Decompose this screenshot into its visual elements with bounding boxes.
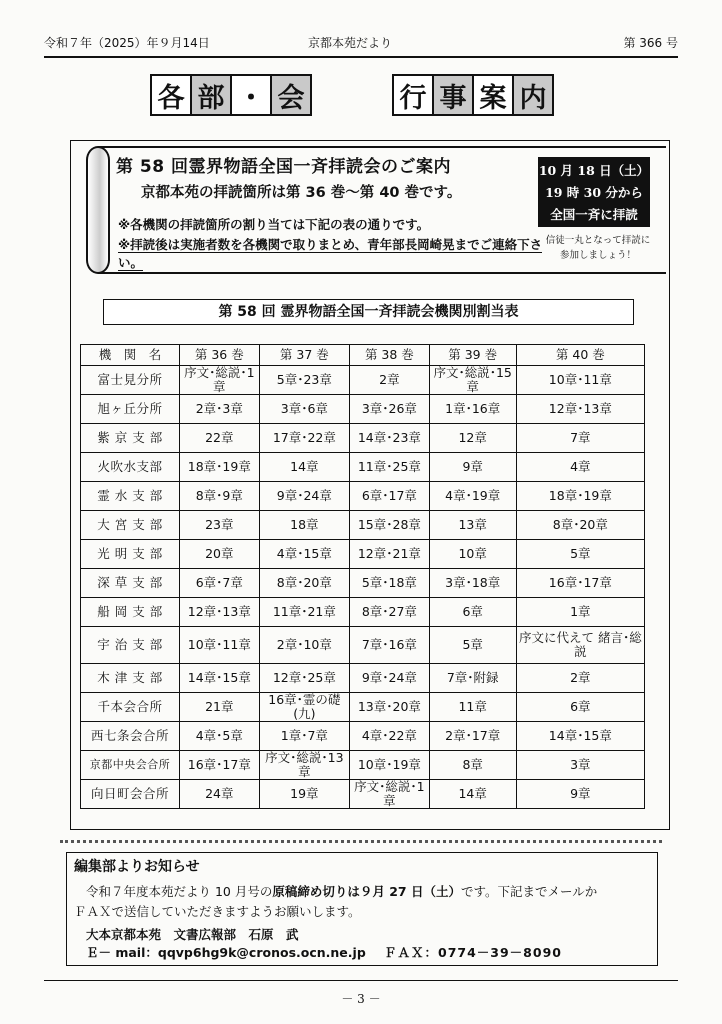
column-header: 第 38 巻	[350, 345, 430, 366]
dotted-divider	[60, 840, 662, 843]
allocation-cell: 5章･18章	[350, 569, 430, 598]
allocation-cell: 1章･7章	[259, 722, 350, 751]
allocation-cell: 3章･18章	[429, 569, 516, 598]
event-date-box	[538, 157, 650, 227]
allocation-cell: 18章･19章	[180, 453, 260, 482]
section-tile: 部	[190, 74, 232, 116]
table-row	[81, 751, 645, 780]
allocation-cell: 15章･28章	[350, 511, 430, 540]
allocation-cell: 12章	[429, 424, 516, 453]
section-title-left	[150, 74, 310, 116]
allocation-cell: 10章･19章	[350, 751, 430, 780]
allocation-cell: 序文･総説･1章	[180, 366, 260, 395]
issue-date: 令和７年（2025）年９月14日	[44, 36, 210, 50]
column-header: 第 39 巻	[429, 345, 516, 366]
allocation-cell: 9章	[516, 780, 644, 809]
column-header: 機 関 名	[81, 345, 180, 366]
publication-name: 京都本苑だより	[308, 36, 393, 50]
organization-name-cell: 京都中央会合所	[81, 751, 180, 780]
allocation-cell: 4章･22章	[350, 722, 430, 751]
section-title-right	[392, 74, 552, 116]
allocation-cell: 14章	[429, 780, 516, 809]
allocation-cell: 13章･20章	[350, 693, 430, 722]
event-title: 第 58 回霊界物語全国一斉拝読会のご案内	[116, 157, 451, 177]
organization-name-cell: 木 津 支 部	[81, 664, 180, 693]
event-time: 19 時 30 分から	[545, 185, 643, 200]
page-number: － 3 －	[341, 992, 381, 1006]
allocation-table	[80, 344, 645, 809]
allocation-cell: 序文･総説･15章	[429, 366, 516, 395]
table-title: 第 58 回 霊界物語全国一斉拝読会機関別割当表	[103, 299, 634, 325]
notice-text: です。下記までメールか	[460, 884, 598, 899]
allocation-cell: 18章	[259, 511, 350, 540]
organization-name-cell: 紫 京 支 部	[81, 424, 180, 453]
allocation-cell: 1章	[516, 598, 644, 627]
table-row	[81, 693, 645, 722]
allocation-cell: 11章	[429, 693, 516, 722]
notice-fax: ＦＡＸ：0774－39－8090	[384, 945, 562, 960]
organization-name-cell: 光 明 支 部	[81, 540, 180, 569]
section-tile: 各	[150, 74, 192, 116]
allocation-cell: 3章･6章	[259, 395, 350, 424]
notice-email[interactable]: Ｅ－ mail：qqvp6hg9k@cronos.ocn.ne.jp	[86, 945, 366, 960]
allocation-cell: 4章･15章	[259, 540, 350, 569]
allocation-cell: 21章	[180, 693, 260, 722]
table-row	[81, 664, 645, 693]
event-note-contact	[118, 236, 548, 272]
allocation-cell: 14章･15章	[516, 722, 644, 751]
allocation-cell: 24章	[180, 780, 260, 809]
allocation-cell: 13章	[429, 511, 516, 540]
footer-rule	[44, 980, 678, 981]
allocation-cell: 4章･19章	[429, 482, 516, 511]
header-rule	[44, 56, 678, 58]
organization-name-cell: 大 宮 支 部	[81, 511, 180, 540]
event-note-contact-text: ※拝読後は実施者数を各機関で取りまとめ、青年部長岡崎晃までご連絡下さい。	[118, 237, 543, 270]
table-row	[81, 722, 645, 751]
allocation-cell: 16章･霊の礎(九)	[259, 693, 350, 722]
event-encouragement-line: 参加しましょう！	[559, 250, 636, 261]
notice-title: 編集部よりお知らせ	[74, 859, 200, 875]
allocation-cell: 4章	[516, 453, 644, 482]
notice-deadline: 原稿締め切りは９月 27 日（土）	[272, 884, 461, 899]
allocation-cell: 6章	[429, 598, 516, 627]
allocation-cell: 18章･19章	[516, 482, 644, 511]
allocation-cell: 2章･3章	[180, 395, 260, 424]
allocation-cell: 14章･23章	[350, 424, 430, 453]
table-row	[81, 569, 645, 598]
organization-name-cell: 富士見分所	[81, 366, 180, 395]
table-row	[81, 482, 645, 511]
allocation-cell: 7章･附録	[429, 664, 516, 693]
table-header-row	[81, 345, 645, 366]
allocation-cell: 序文･総説･13章	[259, 751, 350, 780]
allocation-cell: 10章･11章	[516, 366, 644, 395]
allocation-cell: 8章･20章	[259, 569, 350, 598]
allocation-cell: 3章･26章	[350, 395, 430, 424]
organization-name-cell: 向日町会合所	[81, 780, 180, 809]
notice-text: 令和７年度本苑だより 10 月号の	[86, 884, 273, 899]
column-header: 第 37 巻	[259, 345, 350, 366]
event-subtitle: 京都本苑の拝読箇所は第 36 巻～第 40 巻です。	[141, 185, 462, 201]
allocation-cell: 17章･22章	[259, 424, 350, 453]
allocation-cell: 序文･総説･1章	[350, 780, 430, 809]
allocation-cell: 12章･13章	[180, 598, 260, 627]
allocation-cell: 12章･13章	[516, 395, 644, 424]
allocation-cell: 9章･24章	[350, 664, 430, 693]
allocation-cell: 6章･7章	[180, 569, 260, 598]
event-simultaneous: 全国一斉に拝読	[550, 207, 638, 222]
notice-line-1	[86, 882, 597, 900]
allocation-cell: 9章	[429, 453, 516, 482]
allocation-cell: 6章･17章	[350, 482, 430, 511]
allocation-cell: 2章	[516, 664, 644, 693]
allocation-cell: 2章	[350, 366, 430, 395]
organization-name-cell: 霊 水 支 部	[81, 482, 180, 511]
allocation-cell: 14章	[259, 453, 350, 482]
allocation-cell: 6章	[516, 693, 644, 722]
allocation-cell: 序文に代えて 緒言･総説	[516, 627, 644, 664]
allocation-cell: 16章･17章	[516, 569, 644, 598]
allocation-cell: 8章	[429, 751, 516, 780]
table-row	[81, 627, 645, 664]
organization-name-cell: 火吹水支部	[81, 453, 180, 482]
organization-name-cell: 宇 治 支 部	[81, 627, 180, 664]
table-row	[81, 780, 645, 809]
event-encouragement	[538, 233, 658, 263]
table-row	[81, 511, 645, 540]
scroll-roll-icon	[86, 146, 110, 274]
allocation-cell: 7章	[516, 424, 644, 453]
allocation-cell: 7章･16章	[350, 627, 430, 664]
section-tile: 事	[432, 74, 474, 116]
allocation-cell: 8章･27章	[350, 598, 430, 627]
allocation-cell: 10章･11章	[180, 627, 260, 664]
allocation-cell: 1章･16章	[429, 395, 516, 424]
table-row	[81, 366, 645, 395]
organization-name-cell: 西七条会合所	[81, 722, 180, 751]
page-header	[44, 34, 678, 54]
section-tile: 会	[270, 74, 312, 116]
allocation-cell: 2章･17章	[429, 722, 516, 751]
table-row	[81, 424, 645, 453]
allocation-cell: 9章･24章	[259, 482, 350, 511]
allocation-cell: 3章	[516, 751, 644, 780]
section-tile: 案	[472, 74, 514, 116]
section-tile: 内	[512, 74, 554, 116]
allocation-cell: 8章･20章	[516, 511, 644, 540]
allocation-cell: 8章･9章	[180, 482, 260, 511]
issue-number: 第 366 号	[623, 36, 678, 50]
table-row	[81, 395, 645, 424]
allocation-cell: 5章	[429, 627, 516, 664]
allocation-cell: 4章･5章	[180, 722, 260, 751]
allocation-cell: 23章	[180, 511, 260, 540]
organization-name-cell: 千本会合所	[81, 693, 180, 722]
event-encouragement-line: 信徒一丸となって拝読に	[545, 235, 651, 246]
allocation-cell: 2章･10章	[259, 627, 350, 664]
allocation-cell: 14章･15章	[180, 664, 260, 693]
allocation-cell: 5章･23章	[259, 366, 350, 395]
table-row	[81, 540, 645, 569]
notice-line-2: ＦＡＸで送信していただきますようお願いします。	[74, 904, 361, 919]
organization-name-cell: 旭ヶ丘分所	[81, 395, 180, 424]
allocation-cell: 12章･25章	[259, 664, 350, 693]
allocation-cell: 5章	[516, 540, 644, 569]
allocation-cell: 11章･25章	[350, 453, 430, 482]
allocation-cell: 20章	[180, 540, 260, 569]
column-header: 第 40 巻	[516, 345, 644, 366]
notice-contact-org: 大本京都本苑 文書広報部 石原 武	[86, 927, 299, 942]
organization-name-cell: 深 草 支 部	[81, 569, 180, 598]
allocation-cell: 22章	[180, 424, 260, 453]
event-date: 10 月 18 日（土）	[538, 163, 650, 178]
allocation-cell: 11章･21章	[259, 598, 350, 627]
allocation-cell: 19章	[259, 780, 350, 809]
table-row	[81, 453, 645, 482]
event-note-allocation: ※各機関の拝読箇所の割り当ては下記の表の通りです。	[118, 217, 430, 232]
allocation-cell: 16章･17章	[180, 751, 260, 780]
organization-name-cell: 船 岡 支 部	[81, 598, 180, 627]
allocation-cell: 10章	[429, 540, 516, 569]
section-tile: ・	[230, 74, 272, 116]
column-header: 第 36 巻	[180, 345, 260, 366]
allocation-cell: 12章･21章	[350, 540, 430, 569]
section-tile: 行	[392, 74, 434, 116]
table-row	[81, 598, 645, 627]
